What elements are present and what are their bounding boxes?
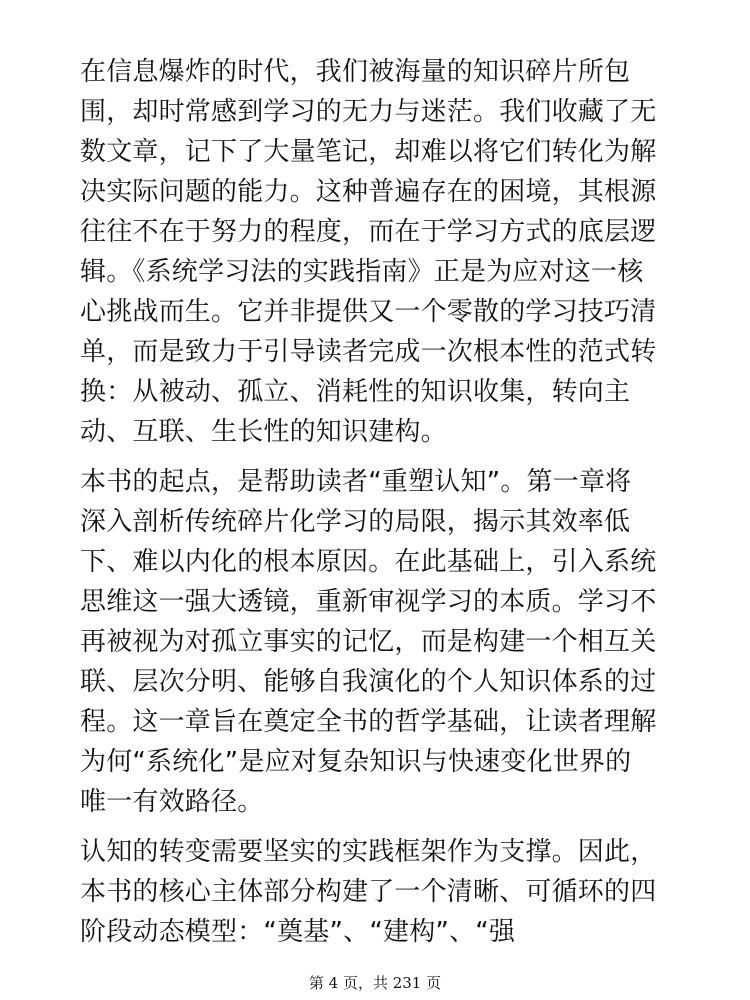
text-line: 心挑战而生。它并非提供又一个零散的学习技巧清 <box>80 297 657 327</box>
paragraph-1 <box>80 52 680 452</box>
text-line: 深入剖析传统碎片化学习的局限，揭示其效率低 <box>80 507 631 537</box>
text-line: 再被视为对孤立事实的记忆，而是构建一个相互关 <box>80 627 657 657</box>
text-line: 决实际问题的能力。这种普遍存在的困境，其根源 <box>80 177 657 207</box>
text-line: 在信息爆炸的时代，我们被海量的知识碎片所包 <box>80 57 631 87</box>
text-line: 下、难以内化的根本原因。在此基础上，引入系统 <box>80 547 657 577</box>
text-line: 为何“系统化”是应对复杂知识与快速变化世界的 <box>80 747 632 777</box>
text-line: 数文章，记下了大量笔记，却难以将它们转化为解 <box>80 137 657 167</box>
text-line: 换：从被动、孤立、消耗性的知识收集，转向主 <box>80 377 631 407</box>
paragraph-3 <box>80 832 680 952</box>
text-line: 围，却时常感到学习的无力与迷茫。我们收藏了无 <box>80 97 657 127</box>
text-line: 程。这一章旨在奠定全书的哲学基础，让读者理解 <box>80 707 657 737</box>
text-line: 唯一有效路径。 <box>80 787 264 817</box>
text-line: 动、互联、生长性的知识建构。 <box>80 417 447 447</box>
body-text <box>80 52 680 962</box>
text-line: 阶段动态模型：“奠基”、“建构”、“强 <box>80 917 516 947</box>
text-line: 思维这一强大透镜，重新审视学习的本质。学习不 <box>80 587 657 617</box>
text-line: 联、层次分明、能够自我演化的个人知识体系的过 <box>80 667 657 697</box>
text-line: 往往不在于努力的程度，而在于学习方式的底层逻 <box>80 217 657 247</box>
paragraph-2 <box>80 462 680 822</box>
text-line: 单，而是致力于引导读者完成一次根本性的范式转 <box>80 337 657 367</box>
text-line: 认知的转变需要坚实的实践框架作为支撑。因此， <box>80 837 657 867</box>
text-line: 本书的起点，是帮助读者“重塑认知”。第一章将 <box>80 467 632 497</box>
text-line: 本书的核心主体部分构建了一个清晰、可循环的四 <box>80 877 657 907</box>
page-number-footer: 第 4 页，共 231 页 <box>308 974 442 992</box>
text-line: 辑。《系统学习法的实践指南》正是为应对这一核 <box>80 257 644 287</box>
